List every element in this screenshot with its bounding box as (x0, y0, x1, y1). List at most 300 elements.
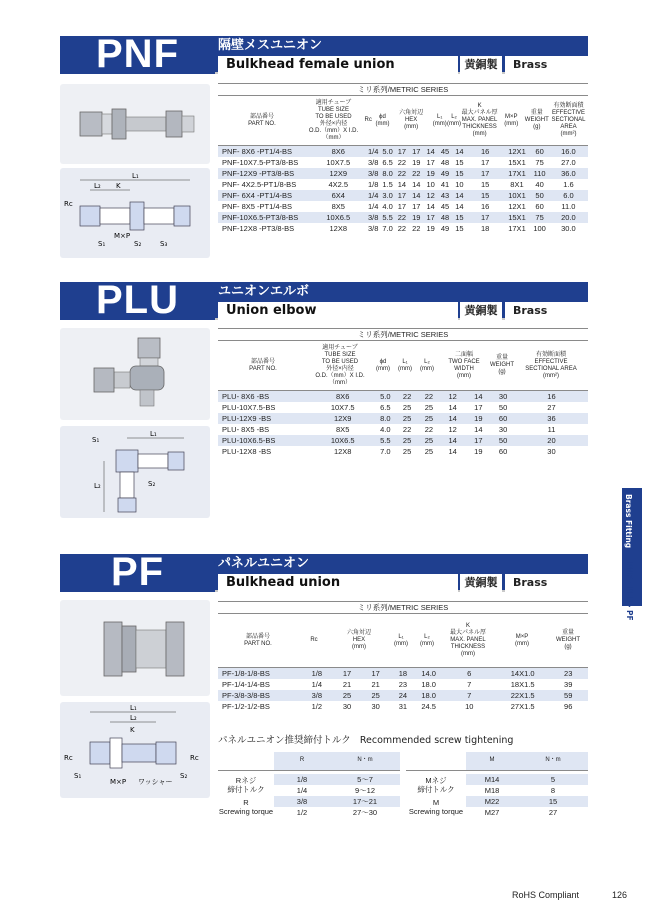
torque-cell: 5〜7 (330, 774, 400, 785)
table-cell: PF-1/8-1/8-BS (218, 668, 301, 679)
torque-title (218, 732, 513, 746)
table-cell: 21 (361, 679, 390, 690)
sidebar-sub: PNF・PLU・PF (625, 562, 634, 621)
pf-h-rc: Rc (298, 615, 330, 667)
table-cell: 10X6.5 (311, 212, 367, 223)
table-cell: 8X6 (311, 391, 374, 402)
table-cell: 110 (530, 168, 549, 179)
plu-data-rows (218, 391, 588, 457)
table-cell: 60 (491, 413, 515, 424)
table-cell: 6X4 (311, 190, 367, 201)
table-cell: 10X6.5 (311, 435, 374, 446)
pf-material-jp: 黄銅製 (460, 574, 502, 592)
table-cell: 1/2 (301, 701, 333, 712)
table-cell: 17 (409, 146, 423, 157)
table-cell: PNF- 8X5 -PT1/4-BS (218, 201, 311, 212)
table-cell: 19 (409, 212, 423, 223)
pnf-h-k: K 最大パネル厚 MAX. PANEL THICKNESS (mm) (461, 97, 498, 145)
pf-h-hex: 六角対辺 HEX (mm) (330, 615, 388, 667)
table-cell: 48 (438, 157, 452, 168)
torque-cell: 1/8 (274, 774, 330, 785)
pf-data-rows (218, 668, 588, 712)
table-cell: 7 (442, 679, 497, 690)
table-row (218, 424, 588, 435)
plu-material-en: Brass (505, 302, 588, 320)
table-cell: 4.0 (382, 202, 393, 211)
table-cell: 22 (395, 223, 409, 234)
table-cell: 6 (442, 668, 497, 679)
table-cell: 25 (361, 690, 390, 701)
torque-r-rows (218, 774, 400, 818)
table-cell: 60 (530, 146, 549, 157)
pf-dim-s2: S₂ (180, 772, 188, 780)
table-row (218, 168, 588, 179)
table-cell: 8.0 (382, 169, 393, 178)
table-cell: 3/8 (367, 213, 379, 222)
torque-cell: 1/2 (274, 807, 330, 818)
pf-series: ミリ系列/METRIC SERIES (218, 602, 588, 614)
table-row (218, 157, 588, 168)
table-cell: 6.0 (549, 190, 588, 201)
table-cell: 1.6 (549, 179, 588, 190)
table-cell: 14X1.0 (497, 668, 549, 679)
table-row (218, 446, 588, 457)
table-cell: 14 (440, 413, 466, 424)
table-cell: 12X9 (311, 413, 374, 424)
table-cell: 14 (440, 402, 466, 413)
torque-r-table (218, 752, 400, 771)
table-cell: 96 (548, 701, 588, 712)
plu-material-jp: 黄銅製 (460, 302, 502, 320)
pnf-h-tube: 適用チューブ TUBE SIZE TO BE USED 外径×内径 O.D.（mm）X I.D.（mm） (306, 97, 361, 145)
table-cell: PNF-10X6.5-PT3/8-BS (218, 212, 311, 223)
pf-spec-table (218, 601, 588, 614)
table-cell: PNF- 6X4 -PT1/4-BS (218, 190, 311, 201)
table-cell: PNF-12X9 -PT3/8-BS (218, 168, 311, 179)
pnf-h-hex: 六角対辺 HEX (mm) (390, 97, 433, 145)
table-cell: 25 (396, 435, 418, 446)
table-cell: PLU-10X7.5-BS (218, 402, 311, 413)
table-cell: 5.0 (382, 147, 393, 156)
table-cell: 75 (530, 212, 549, 223)
table-cell: 1/4 (367, 147, 379, 156)
table-cell: 5.5 (374, 435, 396, 446)
table-cell: 5.0 (374, 391, 396, 402)
table-cell: PLU-12X8 -BS (218, 446, 311, 457)
plu-dim-s1: S₁ (92, 436, 100, 444)
table-cell: 49 (438, 223, 452, 234)
plu-h-tube: 適用チューブ TUBE SIZE TO BE USED 外径×内径 O.D.（mm）X I.D.（mm） (308, 342, 372, 390)
table-cell: 10X7.5 (311, 157, 367, 168)
table-cell: 25 (396, 413, 418, 424)
table-cell: 18 (390, 668, 416, 679)
pf-dim-s1: S₁ (74, 772, 82, 780)
table-row (218, 212, 588, 223)
table-cell: 6.5 (374, 402, 396, 413)
table-cell: 10X7.5 (311, 402, 374, 413)
table-cell: 1/4 (367, 191, 379, 200)
table-cell: 30 (361, 701, 390, 712)
plu-h-weight: 重量 WEIGHT (g) (490, 342, 514, 390)
table-cell: 17 (333, 668, 362, 679)
table-cell: 3/8 (367, 224, 379, 233)
pf-product-photo (60, 600, 210, 696)
table-cell: 17 (465, 402, 491, 413)
torque-r-nm-header: N・m (330, 752, 400, 770)
pf-code: PF (60, 554, 215, 592)
table-row (218, 679, 588, 690)
torque-cell: 5 (518, 774, 588, 785)
table-cell: 17X1 (504, 168, 531, 179)
table-cell: 14 (424, 201, 438, 212)
table-row (218, 179, 588, 190)
table-cell: 15X1 (504, 212, 531, 223)
table-cell: 48 (438, 212, 452, 223)
pnf-dim-rc: Rc (64, 200, 73, 208)
torque-title-en: Recommended screw tightening (359, 735, 514, 746)
table-cell: 16 (467, 146, 504, 157)
table-cell: 16.0 (549, 146, 588, 157)
pnf-code: PNF (60, 36, 215, 74)
torque-r-header: R (274, 752, 330, 770)
pf-h-l2: L₂ (mm) (414, 615, 440, 667)
plu-h-part: 部品番号 PART NO. (218, 342, 308, 390)
table-cell: 11 (515, 424, 588, 435)
torque-cell: 17〜21 (330, 796, 400, 807)
table-cell: 8X5 (311, 424, 374, 435)
plu-product-photo (60, 328, 210, 420)
sidebar-title: Brass Fitting (624, 494, 633, 549)
table-cell: 100 (530, 223, 549, 234)
table-cell: 8X5 (311, 201, 367, 212)
table-cell: 43 (438, 190, 452, 201)
table-row (218, 701, 588, 712)
table-cell: 4.0 (374, 424, 396, 435)
page-number: 126 (612, 890, 628, 900)
plu-h-d: ϕd (mm) (372, 342, 394, 390)
torque-cell: 1/4 (274, 785, 330, 796)
plu-h-area: 有効断面積 EFFECTIVE SECTIONAL AREA (mm²) (514, 342, 588, 390)
torque-cell: 27〜30 (330, 807, 400, 818)
table-cell: 18.0 (416, 679, 442, 690)
pf-h-weight: 重量 WEIGHT (g) (548, 615, 588, 667)
table-row (218, 201, 588, 212)
pf-en-title: Bulkhead union (218, 574, 458, 592)
table-cell: 14 (409, 190, 423, 201)
pf-dim-l2: L₂ (130, 714, 137, 722)
table-cell: 15 (467, 190, 504, 201)
table-cell: 23 (548, 668, 588, 679)
pf-dim-washer: ワッシャー (138, 778, 173, 786)
table-cell: 12X1 (504, 146, 531, 157)
table-cell: 50 (530, 190, 549, 201)
table-cell: 4X2.5 (311, 179, 367, 190)
torque-m-table (406, 752, 588, 771)
plu-dimension-drawing (60, 426, 210, 518)
table-cell: PLU- 8X5 -BS (218, 424, 311, 435)
table-cell: 25 (418, 413, 440, 424)
table-cell: 15 (452, 212, 466, 223)
plu-h-width: 二面幅 TWO FACE WIDTH (mm) (438, 342, 490, 390)
table-cell: 19 (424, 223, 438, 234)
table-cell: 8X6 (311, 146, 367, 157)
table-cell: 14 (395, 179, 409, 190)
pnf-h-part: 部品番号 PART NO. (218, 97, 306, 145)
pnf-spec-table-head (218, 97, 588, 146)
table-cell: 1/8 (301, 668, 333, 679)
table-cell: 30 (491, 424, 515, 435)
torque-row (406, 774, 588, 785)
plu-series: ミリ系列/METRIC SERIES (218, 329, 588, 341)
table-cell: 49 (438, 168, 452, 179)
table-cell: 17 (465, 435, 491, 446)
table-cell: 12 (440, 391, 466, 402)
table-cell: 1/4 (301, 679, 333, 690)
table-cell: 14.0 (416, 668, 442, 679)
table-cell: 22 (395, 168, 409, 179)
table-cell: 59 (548, 690, 588, 701)
plu-h-l2: L₂ (mm) (416, 342, 438, 390)
table-cell: 30 (515, 446, 588, 457)
table-cell: PF-1/4-1/4-BS (218, 679, 301, 690)
table-cell: 18X1.5 (497, 679, 549, 690)
table-cell: 17 (467, 157, 504, 168)
table-cell: 19 (465, 446, 491, 457)
table-cell: 36 (515, 413, 588, 424)
table-cell: 11.0 (549, 201, 588, 212)
table-cell: 17X1 (504, 223, 531, 234)
pnf-dim-mxp: M×P (114, 232, 131, 240)
table-row (218, 190, 588, 201)
table-cell: 12X9 (311, 168, 367, 179)
table-cell: 1/4 (367, 202, 379, 211)
table-cell: 14 (440, 435, 466, 446)
table-cell: 10 (442, 701, 497, 712)
table-cell: PLU-12X9 -BS (218, 413, 311, 424)
table-cell: 15 (452, 223, 466, 234)
torque-row (218, 796, 400, 807)
table-cell: 14 (409, 179, 423, 190)
plu-dim-s2: S₂ (148, 480, 156, 488)
table-cell: 22X1.5 (497, 690, 549, 701)
pnf-dim-l1: L₁ (132, 172, 139, 180)
table-cell: 19 (465, 413, 491, 424)
torque-label-en: R Screwing torque (218, 798, 274, 816)
table-cell: 41 (438, 179, 452, 190)
table-cell: 22 (396, 424, 418, 435)
table-cell: 6.5 (382, 158, 393, 167)
pf-h-l1: L₁ (mm) (388, 615, 414, 667)
table-cell: 5.5 (382, 213, 393, 222)
table-cell: 3/8 (367, 169, 379, 178)
table-cell: 1/8 (367, 180, 379, 189)
table-cell: 22 (409, 223, 423, 234)
table-cell: 17 (467, 212, 504, 223)
table-cell: 22 (409, 168, 423, 179)
table-cell: 15 (452, 168, 466, 179)
pnf-spec-table (218, 83, 588, 96)
pf-dim-rc-left: Rc (64, 754, 73, 762)
table-cell: 17 (361, 668, 390, 679)
table-cell: 27X1.5 (497, 701, 549, 712)
table-row (218, 668, 588, 679)
table-cell: 50 (491, 435, 515, 446)
table-cell: 22 (395, 212, 409, 223)
table-cell: 15 (467, 179, 504, 190)
pnf-dim-l2: L₂ (94, 182, 101, 190)
table-row (218, 391, 588, 402)
pnf-h-l2: L₂ (mm) (447, 97, 461, 145)
pf-jp-title: パネルユニオン (218, 556, 310, 571)
torque-cell: M22 (466, 796, 518, 807)
plu-jp-title: ユニオンエルボ (218, 284, 310, 299)
table-cell: 45 (438, 201, 452, 212)
table-cell: 19 (424, 168, 438, 179)
pnf-series: ミリ系列/METRIC SERIES (218, 84, 588, 96)
table-cell: 25 (396, 402, 418, 413)
table-cell: 21 (333, 679, 362, 690)
table-cell: 12X8 (311, 223, 367, 234)
table-cell: PNF-10X7.5-PT3/8-BS (218, 157, 311, 168)
pf-h-mxp: M×P (mm) (496, 615, 548, 667)
table-cell: 14 (465, 391, 491, 402)
table-row (218, 690, 588, 701)
table-cell: 27 (515, 402, 588, 413)
pf-dim-l1: L₁ (130, 704, 137, 712)
table-cell: 36.0 (549, 168, 588, 179)
pnf-h-d: ϕd (mm) (375, 97, 389, 145)
table-cell: 20 (515, 435, 588, 446)
table-cell: PLU- 8X6 -BS (218, 391, 311, 402)
table-row (218, 413, 588, 424)
table-cell: 30.0 (549, 223, 588, 234)
table-cell: 14 (452, 146, 466, 157)
torque-m-nm-header: N・m (518, 752, 588, 770)
table-cell: 40 (530, 179, 549, 190)
table-cell: 23 (390, 679, 416, 690)
table-cell: 25 (418, 402, 440, 413)
pnf-h-mxp: M×P (mm) (498, 97, 525, 145)
table-cell: 14 (424, 146, 438, 157)
pnf-h-area: 有効断面積 EFFECTIVE SECTIONAL AREA (mm²) (549, 97, 588, 145)
plu-en-title: Union elbow (218, 302, 458, 320)
torque-label-jp: Mネジ 締付トルク (406, 774, 466, 796)
torque-cell: M18 (466, 785, 518, 796)
table-cell: 75 (530, 157, 549, 168)
table-cell: 14 (452, 201, 466, 212)
table-cell: 3/8 (301, 690, 333, 701)
torque-m-rows (406, 774, 588, 818)
table-cell: 12X1 (504, 201, 531, 212)
table-cell: PNF- 4X2.5-PT1/8-BS (218, 179, 311, 190)
table-cell: 10 (424, 179, 438, 190)
torque-cell: 8 (518, 785, 588, 796)
table-cell: 10 (452, 179, 466, 190)
pnf-material-jp: 黄銅製 (460, 56, 502, 74)
table-cell: 16 (515, 391, 588, 402)
torque-row (406, 796, 588, 807)
table-cell: 24.5 (416, 701, 442, 712)
table-cell: 25 (396, 446, 418, 457)
torque-cell: M14 (466, 774, 518, 785)
pnf-material-en: Brass (505, 56, 588, 74)
table-cell: 17 (467, 168, 504, 179)
pnf-en-title: Bulkhead female union (218, 56, 458, 74)
table-cell: 31 (390, 701, 416, 712)
torque-cell: 27 (518, 807, 588, 818)
plu-code: PLU (60, 282, 215, 320)
plu-h-l1: L₁ (mm) (394, 342, 416, 390)
table-cell: PNF- 8X6 -PT1/4-BS (218, 146, 311, 157)
table-cell: 30 (491, 391, 515, 402)
pnf-h-weight: 重量 WEIGHT (g) (525, 97, 550, 145)
table-cell: 12X8 (311, 446, 374, 457)
table-cell: PNF-12X8 -PT3/8-BS (218, 223, 311, 234)
pnf-jp-title: 隔壁メスユニオン (218, 38, 323, 53)
pf-h-k: K 最大パネル厚 MAX. PANEL THICKNESS (mm) (440, 615, 496, 667)
table-cell: 20.0 (549, 212, 588, 223)
torque-cell: 15 (518, 796, 588, 807)
rohs-label: RoHS Compliant (512, 890, 580, 900)
pnf-dim-k: K (116, 182, 121, 190)
pf-h-part: 部品番号 PART NO. (218, 615, 298, 667)
table-cell: 1.5 (382, 180, 393, 189)
table-row (218, 435, 588, 446)
plu-spec-table-head (218, 342, 588, 391)
table-cell: 3/8 (367, 158, 379, 167)
table-row (218, 223, 588, 234)
table-cell: 8X1 (504, 179, 531, 190)
plu-spec-table (218, 328, 588, 341)
pnf-product-photo (60, 84, 210, 164)
table-cell: 14 (465, 424, 491, 435)
table-cell: 17 (395, 201, 409, 212)
table-cell: 22 (395, 157, 409, 168)
table-cell: 17 (395, 146, 409, 157)
table-cell: 18 (467, 223, 504, 234)
table-cell: 25 (333, 690, 362, 701)
table-cell: 19 (409, 157, 423, 168)
torque-label-en: M Screwing torque (406, 796, 466, 818)
torque-row (218, 774, 400, 785)
table-cell: 17 (424, 212, 438, 223)
table-row (218, 402, 588, 413)
pf-dim-mxp: M×P (110, 778, 127, 786)
table-cell: 25 (418, 446, 440, 457)
table-cell: 14 (452, 190, 466, 201)
plu-dim-l1: L₁ (150, 430, 157, 438)
torque-cell: 3/8 (274, 796, 330, 807)
plu-dim-l2: L₂ (94, 482, 101, 490)
pf-dim-k: K (130, 726, 135, 734)
table-cell: 17 (424, 157, 438, 168)
torque-m-header: M (466, 752, 518, 770)
torque-cell: M27 (466, 807, 518, 818)
pnf-dimension-drawing (60, 168, 210, 258)
table-cell: 60 (491, 446, 515, 457)
torque-title-jp: パネルユニオン推奨締付トルク (218, 735, 351, 746)
table-cell: 60 (530, 201, 549, 212)
pnf-dim-s3: S₃ (160, 240, 168, 248)
table-cell: 12 (440, 424, 466, 435)
table-cell: 17 (409, 201, 423, 212)
table-cell: 45 (438, 146, 452, 157)
table-cell: 12 (424, 190, 438, 201)
table-cell: 50 (491, 402, 515, 413)
table-cell: 8.0 (374, 413, 396, 424)
pnf-data-rows (218, 146, 588, 234)
table-cell: PF-3/8-3/8-BS (218, 690, 301, 701)
